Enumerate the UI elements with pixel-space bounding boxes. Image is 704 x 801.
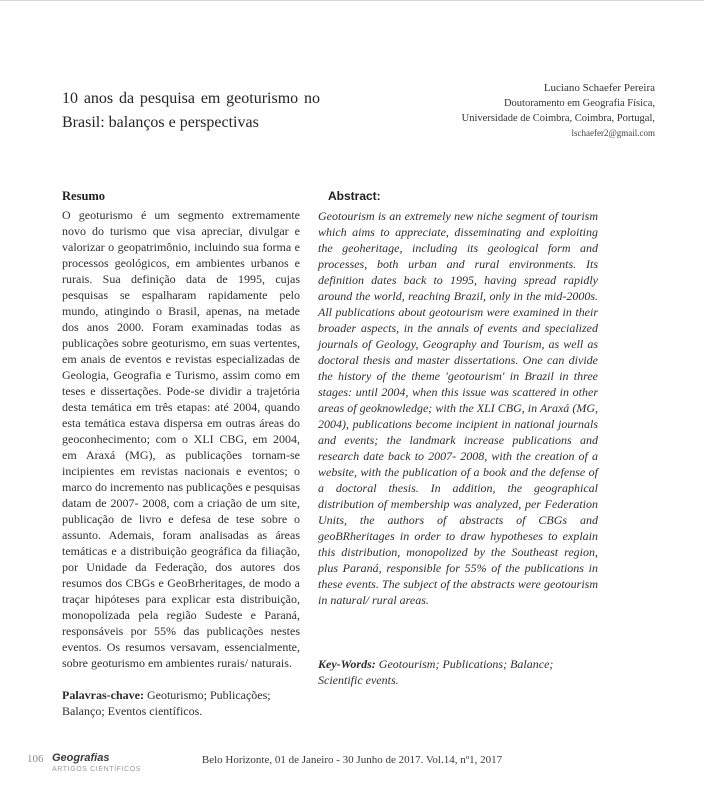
resumo-column	[62, 189, 300, 719]
author-affiliation-line1: Doutoramento em Geografia Física,	[503, 98, 655, 109]
abstract-keywords	[318, 656, 598, 688]
article-title-line2: Brasil: balanços e perspectivas	[62, 114, 259, 131]
abstract-column	[318, 189, 598, 688]
author-name: Luciano Schaefer Pereira	[543, 82, 655, 94]
article-title	[62, 87, 320, 135]
resumo-keywords-text: Geoturismo; Publicações; Balanço; Eventos científicos.	[62, 688, 271, 718]
issue-info: Belo Horizonte, 01 de Janeiro - 30 Junho de 2017. Vol.14, nº1, 2017	[201, 754, 503, 766]
abstract-keywords-label: Key-Words:	[318, 657, 376, 671]
author-email: lschaefer2@gmail.com	[571, 128, 655, 138]
resumo-keywords-label: Palavras-chave:	[62, 688, 144, 702]
author-affiliation-line2: Universidade de Coimbra, Coimbra, Portugal,	[461, 113, 655, 124]
page-number: 106	[27, 753, 44, 765]
resumo-keywords	[62, 687, 300, 719]
resumo-heading: Resumo	[62, 189, 106, 203]
journal-section-label: ARTIGOS CIENTÍFICOS	[52, 766, 142, 773]
abstract-body: Geotourism is an extremely new niche segment of tourism which aims to appreciate, disseminating and exploiting the geoheritage, including its geological form and processes, both urban and rural environments. Its definition dates back to 1995, having spread rapidly around the world, reaching Brazil, only in the mid-2000s. All publications about geotourism were examined in their broader aspects, in the annals of events and specialized journals of Geology, Geography and Tourism, as well as doctoral thesis and master dissertations. One can divide the history of the theme 'geotourism' in Brazil in three stages: until 2004, when this issue was scattered in other areas of geoknowledge; with the XLI CBG, in Araxá (MG, 2004), publications become incipient in national journals and events; the landmark increase publications and research date back to 2007- 2008, with the creation of a website, with the publication of a book and the defense of a doctoral thesis. In addition, the geographical distribution of membership was analyzed, per Federation Units, the authors of abstracts of CBGs and geoBRheritages in order to draw hypotheses to explain this distribution, monopolized by the Southeast region, plus Paraná, responsible for 55% of the publications in these events. The subject of the abstracts were geotourism in natural/ rural areas.	[318, 209, 598, 607]
abstract-heading: Abstract:	[328, 189, 381, 203]
resumo-body: O geoturismo é um segmento extremamente novo do turismo que visa apreciar, divulgar e valorizar o geopatrimônio, incluindo sua forma e processos geológicos, em ambientes urbanos e rurais. Sua definição data de 1995, cujas pesquisas se espalharam rapidamente pelo mundo, atingindo o Brasil, apenas, na metade dos anos 2000. Foram examinadas todas as publicações sobre geoturismo, em suas vertentes, em anais de eventos e revistas especializadas de Geologia, Geografia e Turismo, assim como em teses e dissertações. Pode-se dividir a trajetória desta temática em três etapas: até 2004, quando esta temática estava dispersa em outras áreas do geoconhecimento; com o XLI CBG, em 2004, em Araxá (MG), as publicações tornam-se incipientes em revistas nacionais e eventos; o marco do incremento nas publicações e pesquisas datam de 2007- 2008, com a criação de um site, publicação de livro e defesa de tese sobre o assunto. Ademais, foram analisadas as áreas temáticas e a distribuição geográfica da filiação, por Unidade da Federação, dos autores dos resumos dos CBGs e GeoBrheritages, de modo a traçar hipóteses para explicar esta distribuição, monopolizada pela região Sudeste e Paraná, responsáveis por 55% das publicações nestes eventos. Os resumos versavam, essencialmente, sobre geoturismo em ambientes rurais/ naturais.	[62, 208, 300, 670]
author-block	[355, 81, 655, 141]
journal-name: Geografias	[52, 752, 110, 764]
abstract-keywords-text: Geotourism; Publications; Balance; Scientific events.	[318, 657, 554, 687]
article-title-line1: 10 anos da pesquisa em geoturismo no	[62, 90, 320, 107]
